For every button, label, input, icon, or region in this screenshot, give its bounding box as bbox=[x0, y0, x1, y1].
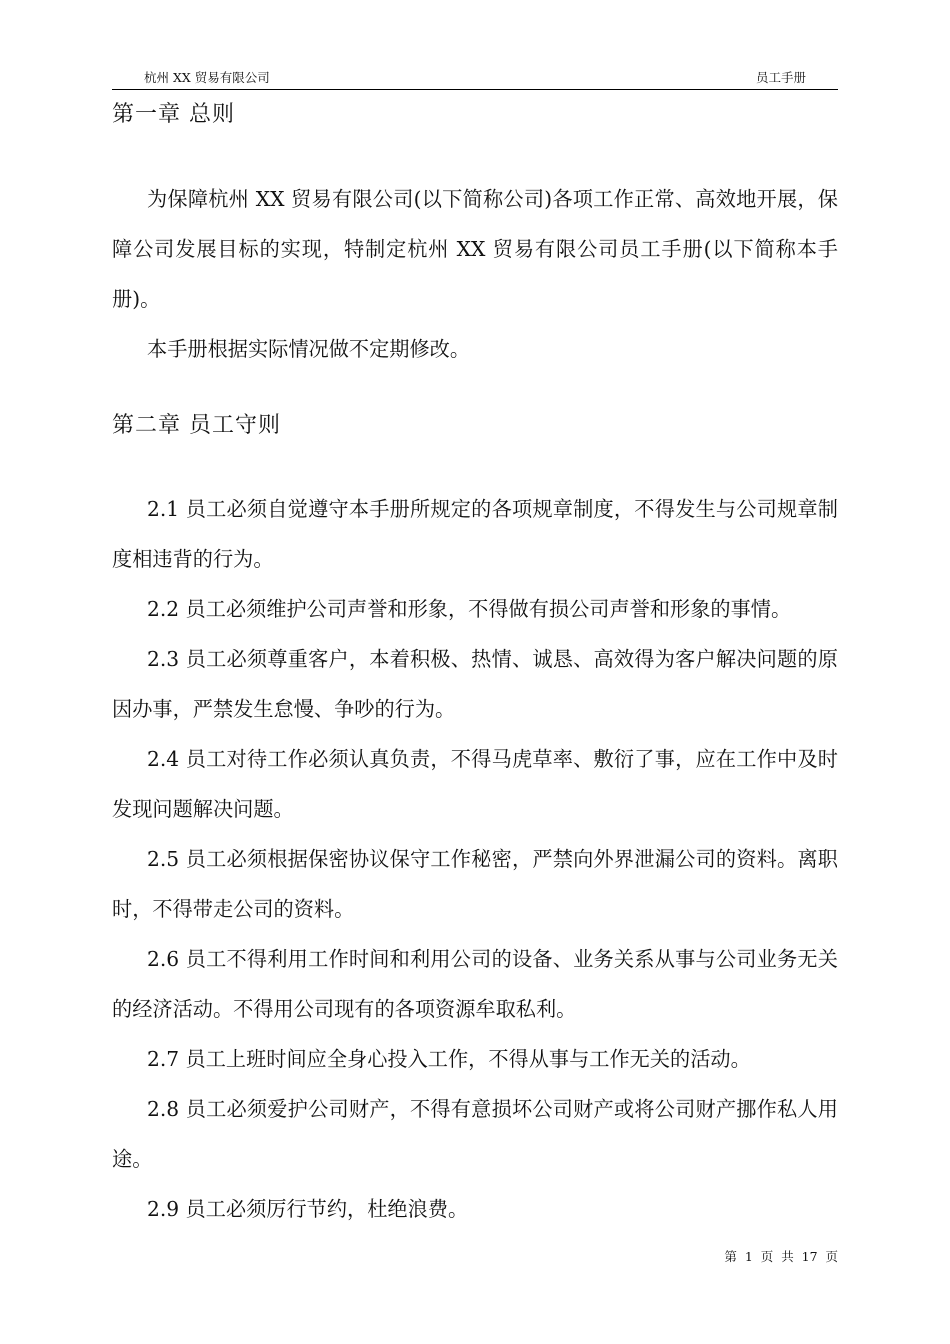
rule-2-7: 2.7 员工上班时间应全身心投入工作，不得从事与工作无关的活动。 bbox=[147, 1047, 751, 1071]
header-document-title: 员工手册 bbox=[755, 70, 806, 85]
rule-2-6: 2.6 员工不得利用工作时间和利用公司的设备、业务关系从事与公司业务无关的经济活动。不得用公司现有的各项资源牟取私利。 bbox=[112, 947, 838, 1021]
page-header bbox=[112, 70, 838, 90]
rule-2-1: 2.1 员工必须自觉遵守本手册所规定的各项规章制度，不得发生与公司规章制度相违背的行为。 bbox=[112, 497, 838, 571]
page-number-footer: 第 1 页 共 17 页 bbox=[724, 1249, 838, 1264]
spacer bbox=[112, 445, 838, 484]
rule-2-8: 2.8 员工必须爱护公司财产，不得有意损坏公司财产或将公司财产挪作私人用途。 bbox=[112, 1097, 838, 1171]
rule-2-2: 2.2 员工必须维护公司声誉和形象，不得做有损公司声誉和形象的事情。 bbox=[147, 597, 792, 621]
document-body bbox=[112, 96, 838, 1234]
chapter-1-paragraph: 为保障杭州 XX 贸易有限公司(以下简称公司)各项工作正常、高效地开展，保障公司发展目标的实现，特制定杭州 XX 贸易有限公司员工手册(以下简称本手册)。 bbox=[112, 187, 838, 311]
rule-2-5: 2.5 员工必须根据保密协议保守工作秘密，严禁向外界泄漏公司的资料。离职时，不得带走公司的资料。 bbox=[112, 847, 838, 921]
rule-2-9: 2.9 员工必须厉行节约，杜绝浪费。 bbox=[147, 1197, 469, 1221]
rule-2-3: 2.3 员工必须尊重客户，本着积极、热情、诚恳、高效得为客户解决问题的原因办事，严禁发生怠慢、争吵的行为。 bbox=[112, 647, 838, 721]
chapter-1-paragraph: 本手册根据实际情况做不定期修改。 bbox=[147, 337, 471, 361]
rule-2-4: 2.4 员工对待工作必须认真负责，不得马虎草率、敷衍了事，应在工作中及时发现问题解决问题。 bbox=[112, 747, 838, 821]
spacer bbox=[112, 134, 838, 174]
spacer bbox=[112, 374, 838, 407]
chapter-1-title: 第一章 总则 bbox=[112, 102, 235, 127]
header-company-name: 杭州 XX 贸易有限公司 bbox=[144, 70, 270, 85]
chapter-2-title: 第二章 员工守则 bbox=[112, 413, 281, 438]
